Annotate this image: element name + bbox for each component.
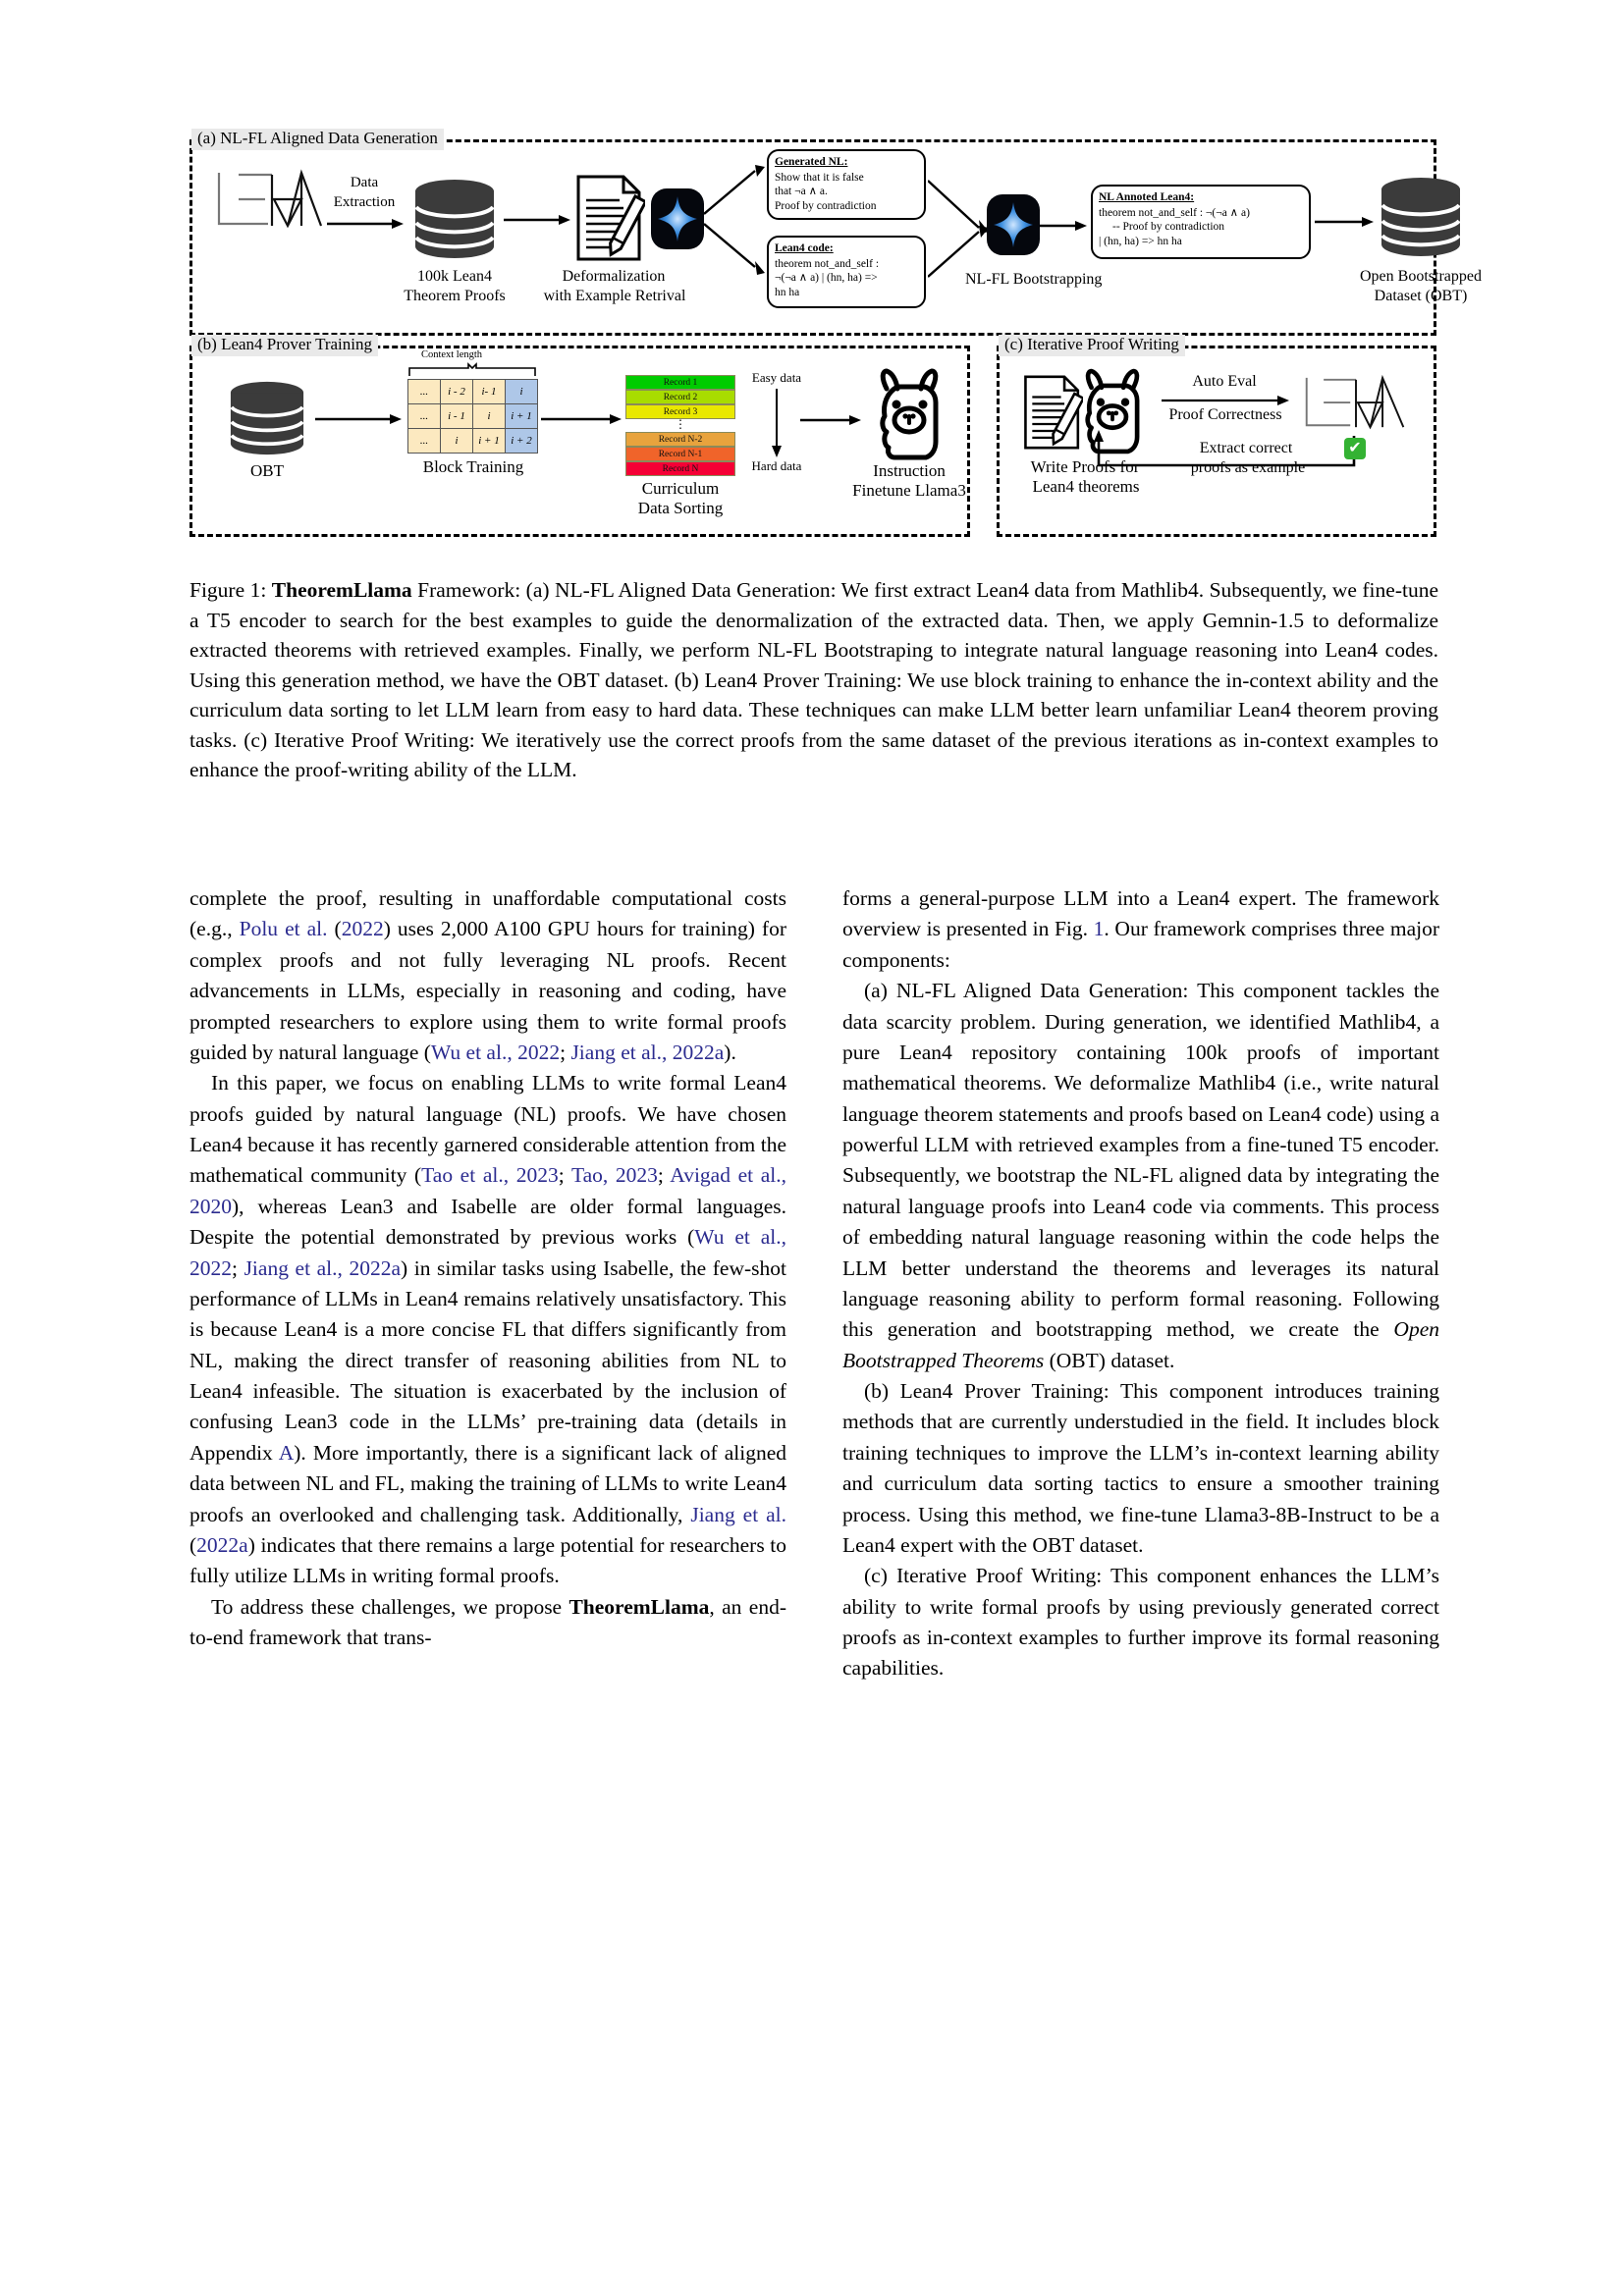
citation-link[interactable]: Jiang et al. xyxy=(690,1502,786,1526)
paragraph-right-2 xyxy=(842,976,1439,1376)
obt-caption-line2: Dataset (OBT) xyxy=(1374,288,1468,304)
grid-cell: i + 1 xyxy=(506,404,538,429)
block-training-caption: Block Training xyxy=(422,457,524,476)
grid-cell: i xyxy=(473,404,506,429)
text-run: ( xyxy=(189,1532,197,1557)
lean4-code-line1: theorem not_and_self : xyxy=(775,257,880,270)
body-column-left xyxy=(189,883,786,1653)
text-run: ) uses 2,000 A100 GPU hours for training) for complex proofs and not fully leveraging NL proofs. Recent advancements in LLMs, especially in reasoning and coding, have prompted researchers to explore using them to write formal proofs guided by natural language ( xyxy=(189,917,786,1064)
nl-annotated-line3: | (hn, ha) => hn ha xyxy=(1099,236,1182,248)
text-run: ) indicates that there remains a large potential for researchers to fully utilize LLMs in writing formal proofs. xyxy=(189,1532,786,1588)
database-icon-obt-b xyxy=(229,381,305,455)
arrow-block-to-curriculum xyxy=(541,413,623,425)
text-run: To address these challenges, we propose xyxy=(211,1594,569,1619)
curriculum-caption-line2: Data Sorting xyxy=(637,499,724,517)
easy-to-hard-arrow xyxy=(771,389,785,459)
figure-caption xyxy=(189,575,1438,785)
arrow-db-to-deformalization xyxy=(504,214,572,226)
grid-cell: i + 2 xyxy=(506,429,538,454)
arrow-gemini-to-code xyxy=(704,218,769,296)
arrow-obt-to-block xyxy=(315,413,404,425)
llama-icon xyxy=(867,367,951,461)
panel-c-label: (c) Iterative Proof Writing xyxy=(999,335,1185,356)
generated-nl-line1: Show that it is false xyxy=(775,171,864,184)
record-item: Record N-1 xyxy=(625,447,735,461)
database-icon-100k-lean4 xyxy=(413,179,496,259)
extract-correct-line1: Extract correct xyxy=(1199,440,1293,456)
deformalization-caption-line2: with Example Retrival xyxy=(543,288,686,304)
check-mark-icon: ✔ xyxy=(1344,438,1366,459)
figure-link[interactable]: 1 xyxy=(1093,917,1105,941)
db-caption-line2: Theorem Proofs xyxy=(404,288,506,304)
citation-link[interactable]: Avigad et al., 2020 xyxy=(189,1163,786,1218)
extract-correct-line2: proofs as example xyxy=(1190,459,1306,476)
nl-annotated-line2: -- Proof by contradiction xyxy=(1112,221,1225,234)
paragraph-left-3 xyxy=(189,1592,786,1654)
paragraph-right-3: (b) Lean4 Prover Training: This component introduces training methods that are currently understudied in the field. It includes block training techniques to improve the LLM’s in-context learning ability and curriculum data sorting tactics to ensure a smoother training process. Using this method, we fine-tune Llama3-8B-Instruct to be a Lean4 expert with the OBT dataset. xyxy=(842,1379,1439,1557)
grid-cell: i - 1 xyxy=(441,404,473,429)
lean4-code-title: Lean4 code: xyxy=(775,242,834,254)
gemini-sparkle-icon-1 xyxy=(651,188,704,249)
db-caption-line1: 100k Lean4 xyxy=(417,268,492,285)
text-run: ). More importantly, there is a significant lack of aligned data between NL and FL, making the training of LLMs to write Lean4 proofs an overlooked and challenging task. Additionally, xyxy=(189,1440,787,1526)
generated-nl-title: Generated NL: xyxy=(775,156,848,168)
deformalization-caption-line1: Deformalization xyxy=(562,268,666,285)
table-row xyxy=(408,404,538,429)
arrow-logo-to-db xyxy=(327,218,406,230)
text-run: ; xyxy=(232,1255,244,1280)
citation-link[interactable]: Wu et al., 2022 xyxy=(189,1225,786,1280)
panel-b-label: (b) Lean4 Prover Training xyxy=(191,335,378,356)
lean4-code-line2: ¬(¬a ∧ a) | (hn, ha) => xyxy=(775,272,878,285)
citation-link[interactable]: Jiang et al., 2022a xyxy=(244,1255,402,1280)
grid-cell: ... xyxy=(408,404,441,429)
text-run: ( xyxy=(327,917,342,941)
nl-annotated-title: NL Annoted Lean4: xyxy=(1099,191,1195,203)
instruction-caption-line1: Instruction xyxy=(873,461,946,480)
callout-nl-annotated-lean4 xyxy=(1091,185,1311,259)
curriculum-caption-line1: Curriculum xyxy=(641,479,720,498)
obt-label-b: OBT xyxy=(250,461,284,480)
grid-cell: i - 2 xyxy=(441,380,473,404)
citation-link[interactable]: Tao et al., 2023 xyxy=(421,1163,559,1188)
caption-body: Framework: (a) NL-FL Aligned Data Generation: We first extract Lean4 data from Mathlib4. Subsequently, we fine-tune a T5 encoder to search for the best examples to guide the denormalization of the extracted data. Then, we apply Gemnin-1.5 to deformalize extracted theorems with retrieved examples. Finally, we perform NL-FL Bootstraping to integrate natural language reasoning into Lean4 codes. Using this generation method, we have the OBT dataset. (b) Lean4 Prover Training: We use block training to enhance the in-context ability and the curriculum data sorting to let LLM learn from easy to hard data. These techniques can make LLM better learn unfamiliar Lean4 theorem proving tasks. (c) Iterative Proof Writing: We iteratively use the correct proofs from the same dataset of the previous iterations as in-context examples to enhance the proof-writing ability of the LLM. xyxy=(189,578,1438,782)
generated-nl-line3: Proof by contradiction xyxy=(775,200,877,213)
text-run: ), whereas Lean3 and Isabelle are older formal languages. Despite the potential demonstrated by previous works ( xyxy=(189,1194,786,1250)
easy-data-label: Easy data xyxy=(751,370,802,385)
hard-data-label: Hard data xyxy=(751,458,802,473)
text-run: ; xyxy=(560,1040,571,1064)
citation-link[interactable]: Polu et al. xyxy=(239,917,328,941)
record-item: Record 2 xyxy=(625,390,735,404)
arrow-curriculum-to-llama xyxy=(800,414,863,426)
framework-name: TheoremLlama xyxy=(568,1594,710,1619)
citation-link[interactable]: Jiang et al., 2022a xyxy=(570,1040,725,1064)
context-length-label: Context length xyxy=(420,349,483,360)
grid-cell: ... xyxy=(408,380,441,404)
paragraph-right-1 xyxy=(842,883,1439,976)
generated-nl-line2: that ¬a ∧ a. xyxy=(775,186,828,198)
record-item: Record 3 xyxy=(625,404,735,419)
text-run: In this paper, we focus on enabling LLMs to write formal Lean4 proofs guided by natural language (NL) proofs. We have chosen Lean4 because it has recently garnered considerable attention from the mathematical community ( xyxy=(189,1071,786,1188)
database-icon-obt xyxy=(1380,177,1462,257)
text-run: ) in similar tasks using Isabelle, the few-shot performance of LLMs in Lean4 remains relatively unsatisfactory. This is because Lean4 is a more concise FL that differs significantly from NL, making the direct transfer of reasoning abilities from NL to Lean4 infeasible. The situation is exacerbated by the inclusion of confusing Lean3 code in the LLMs’ pre-training data (details in Appendix xyxy=(189,1255,786,1465)
caption-prefix: Figure 1: xyxy=(189,578,272,602)
table-row xyxy=(408,429,538,454)
citation-link[interactable]: 2022 xyxy=(341,917,384,941)
citation-link[interactable]: 2022a xyxy=(196,1532,248,1557)
auto-eval-line2: Proof Correctness xyxy=(1168,406,1282,423)
appendix-link[interactable]: A xyxy=(278,1440,295,1465)
citation-link[interactable]: Tao, 2023 xyxy=(570,1163,658,1188)
grid-cell: i- 1 xyxy=(473,380,506,404)
block-training-grid xyxy=(407,379,538,454)
text-run: . Our framework comprises three major components: xyxy=(842,917,1440,972)
text-run: (OBT) dataset. xyxy=(1044,1348,1175,1372)
auto-eval-line1: Auto Eval xyxy=(1192,373,1257,390)
data-extraction-label-line2: Extraction xyxy=(333,194,396,210)
record-item: Record 1 xyxy=(625,375,735,390)
records-ellipsis: ⋮ xyxy=(675,417,686,431)
caption-bold-name: TheoremLlama xyxy=(271,578,412,602)
arrow-gemini2-to-annotated xyxy=(1040,220,1089,232)
paragraph-right-4: (c) Iterative Proof Writing: This component enhances the LLM’s ability to write formal proofs by using previously generated correct proofs as in-context examples to further improve its formal reasoning capabilities. xyxy=(842,1564,1439,1681)
text-run: ). xyxy=(724,1040,736,1064)
text-run: ; xyxy=(657,1163,671,1188)
arrow-auto-eval xyxy=(1162,395,1291,406)
paragraph-left-2 xyxy=(189,1068,786,1591)
text-run: , an end-to-end framework that trans- xyxy=(189,1594,786,1649)
grid-cell: i + 1 xyxy=(473,429,506,454)
instruction-caption-line2: Finetune Llama3 xyxy=(852,481,966,500)
obt-caption-line1: Open Bootstrapped xyxy=(1360,268,1482,285)
write-proofs-line2: Lean4 theorems xyxy=(1032,477,1140,496)
grid-cell: ... xyxy=(408,429,441,454)
data-extraction-label-line1: Data xyxy=(350,175,379,190)
grid-cell: i xyxy=(506,380,538,404)
grid-cell: i xyxy=(441,429,473,454)
table-row xyxy=(408,380,538,404)
panel-a-label: (a) NL-FL Aligned Data Generation xyxy=(191,129,444,150)
callout-lean4-code xyxy=(767,236,926,308)
gemini-sparkle-icon-2 xyxy=(987,194,1040,255)
dataset-name: Open Bootstrapped Theorems xyxy=(842,1317,1439,1372)
record-item: Record N-2 xyxy=(625,432,735,447)
lean4-code-line3: hn ha xyxy=(775,287,800,299)
write-proofs-line1: Write Proofs for xyxy=(1030,457,1140,476)
callout-generated-nl xyxy=(767,149,926,220)
nl-annotated-line1: theorem not_and_self : ¬(¬a ∧ a) xyxy=(1099,206,1250,219)
paragraph-left-1 xyxy=(189,883,786,1068)
document-pen-icon xyxy=(574,173,645,263)
text-run: forms a general-purpose LLM into a Lean4 expert. The framework overview is presented in Fig. xyxy=(842,886,1439,941)
text-run: ; xyxy=(558,1163,571,1188)
figure-1 xyxy=(189,128,1482,560)
context-length-brace xyxy=(407,362,537,378)
body-column-right xyxy=(842,883,1439,1684)
text-run: complete the proof, resulting in unaffordable computational costs (e.g., xyxy=(189,886,786,941)
feedback-loop-arrow xyxy=(1089,426,1360,477)
panel-b-lean4-prover-training xyxy=(189,346,970,537)
arrow-annotated-to-obt xyxy=(1315,216,1376,228)
record-item: Record N xyxy=(625,461,735,476)
text-run: (a) NL-FL Aligned Data Generation: This component tackles the data scarcity problem. During generation, we identified Mathlib4, a pure Lean4 repository containing 100k proofs of important mathematical theorems. We deformalize Mathlib4 (i.e., write natural language theorem statements and proofs based on Lean4 code) using a powerful LLM with retrieved examples from a fine-tuned T5 encoder. Subsequently, we bootstrap the NL-FL aligned data by integrating the natural language proofs into Lean4 code via comments. This process of embedding natural language reasoning within the code helps the LLM better understand the theorems and leverages its natural language reasoning ability to perform formal reasoning. Following this generation and bootstrapping method, we create the xyxy=(842,979,1439,1342)
citation-link[interactable]: Wu et al., 2022 xyxy=(430,1040,561,1064)
lean-logo xyxy=(211,165,329,234)
nl-fl-bootstrapping-caption: NL-FL Bootstrapping xyxy=(965,271,1103,288)
